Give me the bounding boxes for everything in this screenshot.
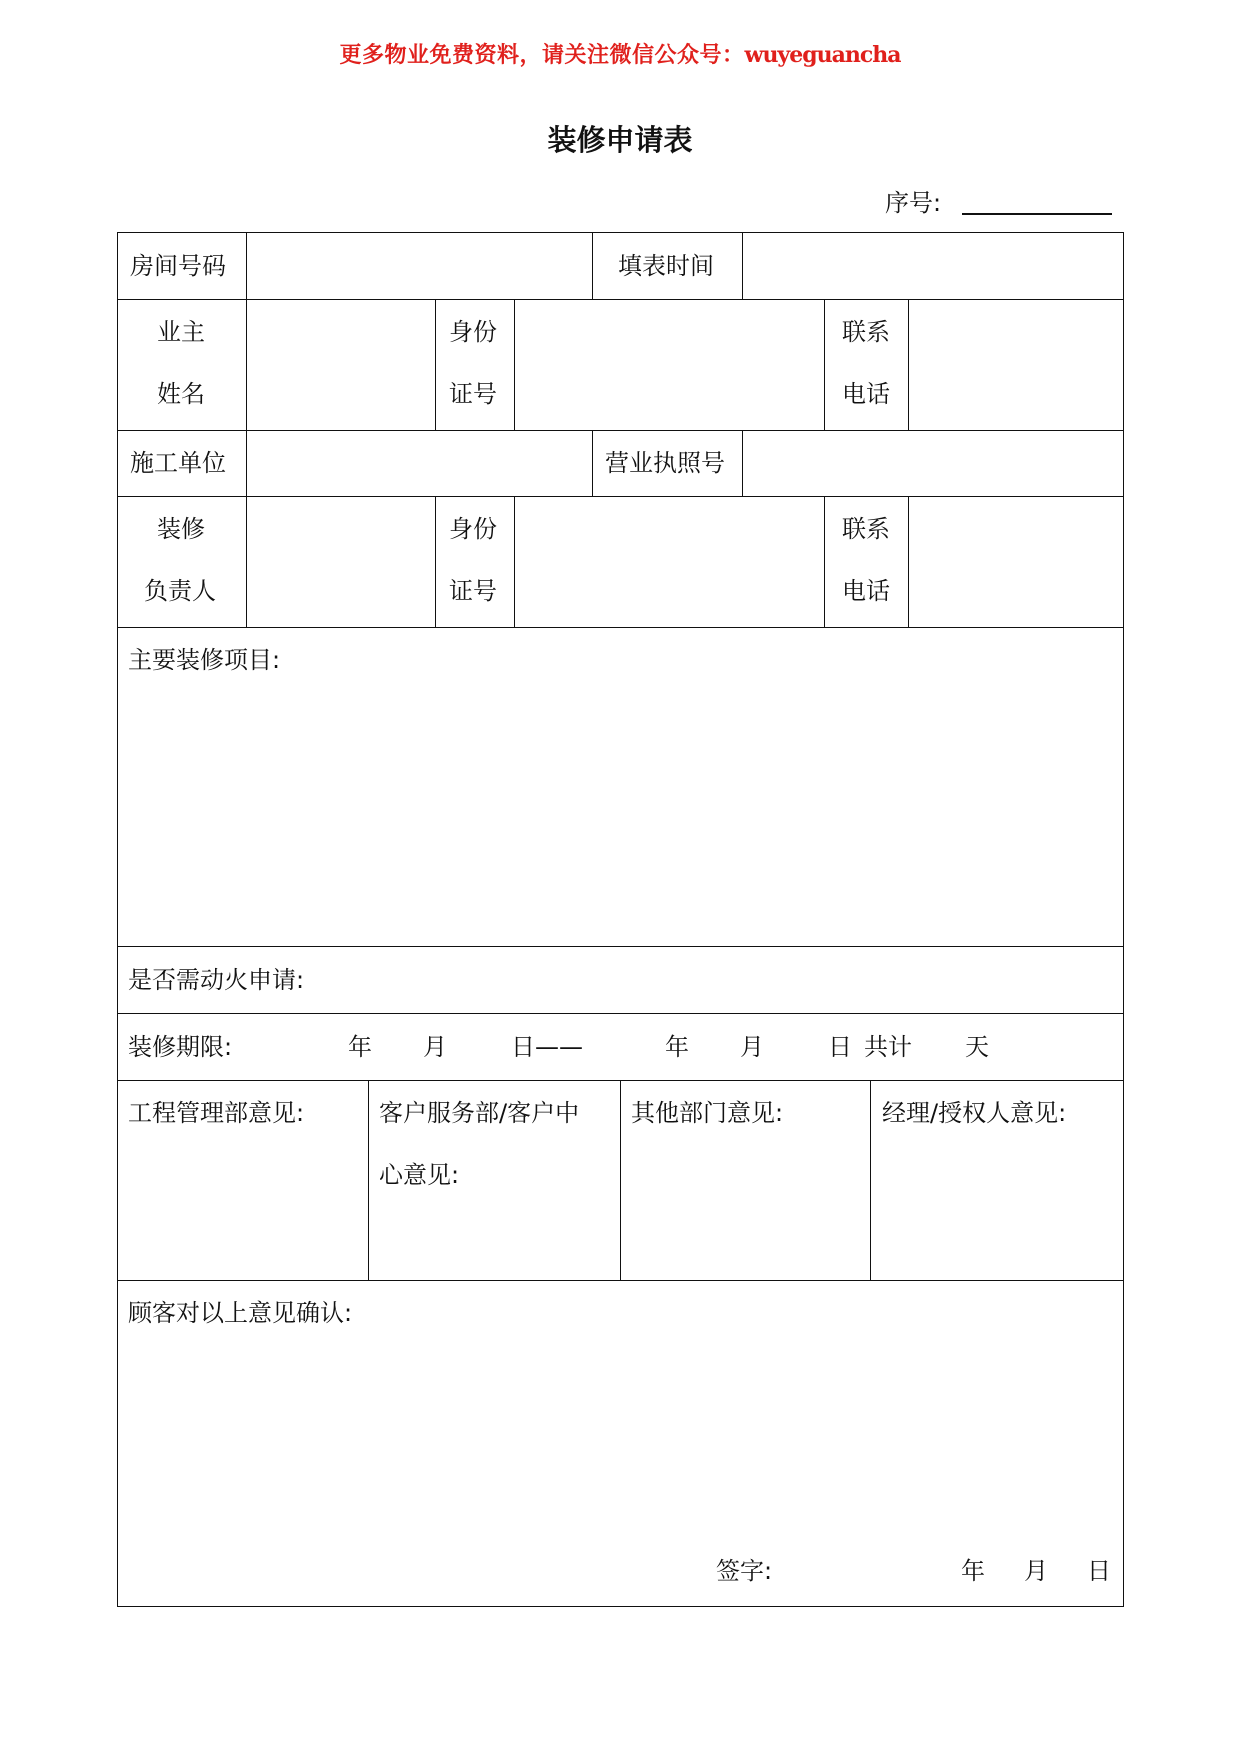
owner-id-label-line2: 证号	[449, 380, 497, 408]
manager-name-field[interactable]	[248, 498, 433, 626]
row-divider	[117, 1013, 1124, 1014]
col-divider	[620, 1080, 621, 1280]
col-divider	[870, 1080, 871, 1280]
period-days-label: 天	[965, 1033, 989, 1061]
row-divider	[117, 627, 1124, 628]
room-number-label: 房间号码	[130, 252, 226, 280]
col-divider	[514, 496, 515, 627]
page-title: 装修申请表	[547, 123, 693, 157]
col-divider	[908, 496, 909, 627]
row-divider	[117, 1280, 1124, 1281]
col-divider	[514, 299, 515, 430]
owner-id-field[interactable]	[516, 301, 822, 429]
owner-phone-label-line2: 电话	[842, 380, 890, 408]
period-label: 装修期限:	[128, 1033, 233, 1061]
col-divider	[742, 232, 743, 299]
manager-phone-label-line1: 联系	[842, 515, 890, 543]
owner-name-field[interactable]	[248, 301, 433, 429]
other-dept-opinion-label: 其他部门意见:	[631, 1099, 784, 1127]
signature-month: 月	[1024, 1557, 1048, 1585]
contractor-label: 施工单位	[130, 449, 226, 477]
signature-label: 签字:	[716, 1557, 773, 1585]
period-end-month: 月	[740, 1033, 764, 1061]
row-divider	[117, 430, 1124, 431]
contractor-field[interactable]	[248, 432, 590, 495]
col-divider	[246, 496, 247, 627]
col-divider	[435, 299, 436, 430]
business-license-label: 营业执照号	[605, 449, 725, 477]
period-end-year: 年	[665, 1033, 689, 1061]
period-start-year: 年	[348, 1033, 372, 1061]
owner-phone-label-line1: 联系	[842, 318, 890, 346]
owner-id-label-line1: 身份	[449, 318, 497, 346]
col-divider	[592, 232, 593, 299]
manager-id-field[interactable]	[516, 498, 822, 626]
header-note-handle: wuyeguancha	[744, 42, 901, 68]
customer-confirm-label: 顾客对以上意见确认:	[128, 1299, 353, 1327]
owner-name-label-line1: 业主	[157, 318, 205, 346]
period-end-day: 日	[828, 1033, 852, 1061]
manager-label-line2: 负责人	[144, 577, 216, 605]
customer-service-opinion-label-line1: 客户服务部/客户中	[379, 1099, 580, 1127]
owner-name-label-line2: 姓名	[157, 380, 205, 408]
header-note	[0, 38, 1240, 69]
room-number-field[interactable]	[248, 234, 590, 298]
col-divider	[824, 299, 825, 430]
period-total-label: 共计	[864, 1033, 912, 1061]
signature-year: 年	[961, 1557, 985, 1585]
col-divider	[246, 299, 247, 430]
customer-service-opinion-label-line2: 心意见:	[379, 1161, 460, 1189]
manager-id-label-line2: 证号	[449, 577, 497, 605]
serial-field[interactable]	[962, 213, 1112, 215]
engineering-opinion-label: 工程管理部意见:	[128, 1099, 305, 1127]
application-form	[117, 232, 1124, 1607]
col-divider	[246, 232, 247, 299]
row-divider	[117, 946, 1124, 947]
period-start-month: 月	[423, 1033, 447, 1061]
col-divider	[246, 430, 247, 496]
col-divider	[824, 496, 825, 627]
col-divider	[435, 496, 436, 627]
col-divider	[742, 430, 743, 496]
col-divider	[368, 1080, 369, 1280]
main-items-field[interactable]	[119, 629, 1122, 945]
fire-permit-label: 是否需动火申请:	[128, 966, 305, 994]
serial-label: 序号:	[885, 189, 942, 217]
period-start-day: 日——	[511, 1033, 583, 1061]
main-items-label: 主要装修项目:	[128, 646, 281, 674]
manager-opinion-label: 经理/授权人意见:	[882, 1099, 1067, 1127]
header-note-text: 更多物业免费资料，请关注微信公众号：	[339, 42, 745, 68]
manager-phone-label-line2: 电话	[842, 577, 890, 605]
col-divider	[592, 430, 593, 496]
row-divider	[117, 496, 1124, 497]
col-divider	[908, 299, 909, 430]
manager-phone-field[interactable]	[910, 498, 1122, 626]
business-license-field[interactable]	[744, 432, 1122, 495]
manager-id-label-line1: 身份	[449, 515, 497, 543]
manager-label-line1: 装修	[157, 515, 205, 543]
signature-day: 日	[1087, 1557, 1111, 1585]
fill-date-label: 填表时间	[618, 252, 714, 280]
fill-date-field[interactable]	[744, 234, 1122, 298]
owner-phone-field[interactable]	[910, 301, 1122, 429]
row-divider	[117, 299, 1124, 300]
